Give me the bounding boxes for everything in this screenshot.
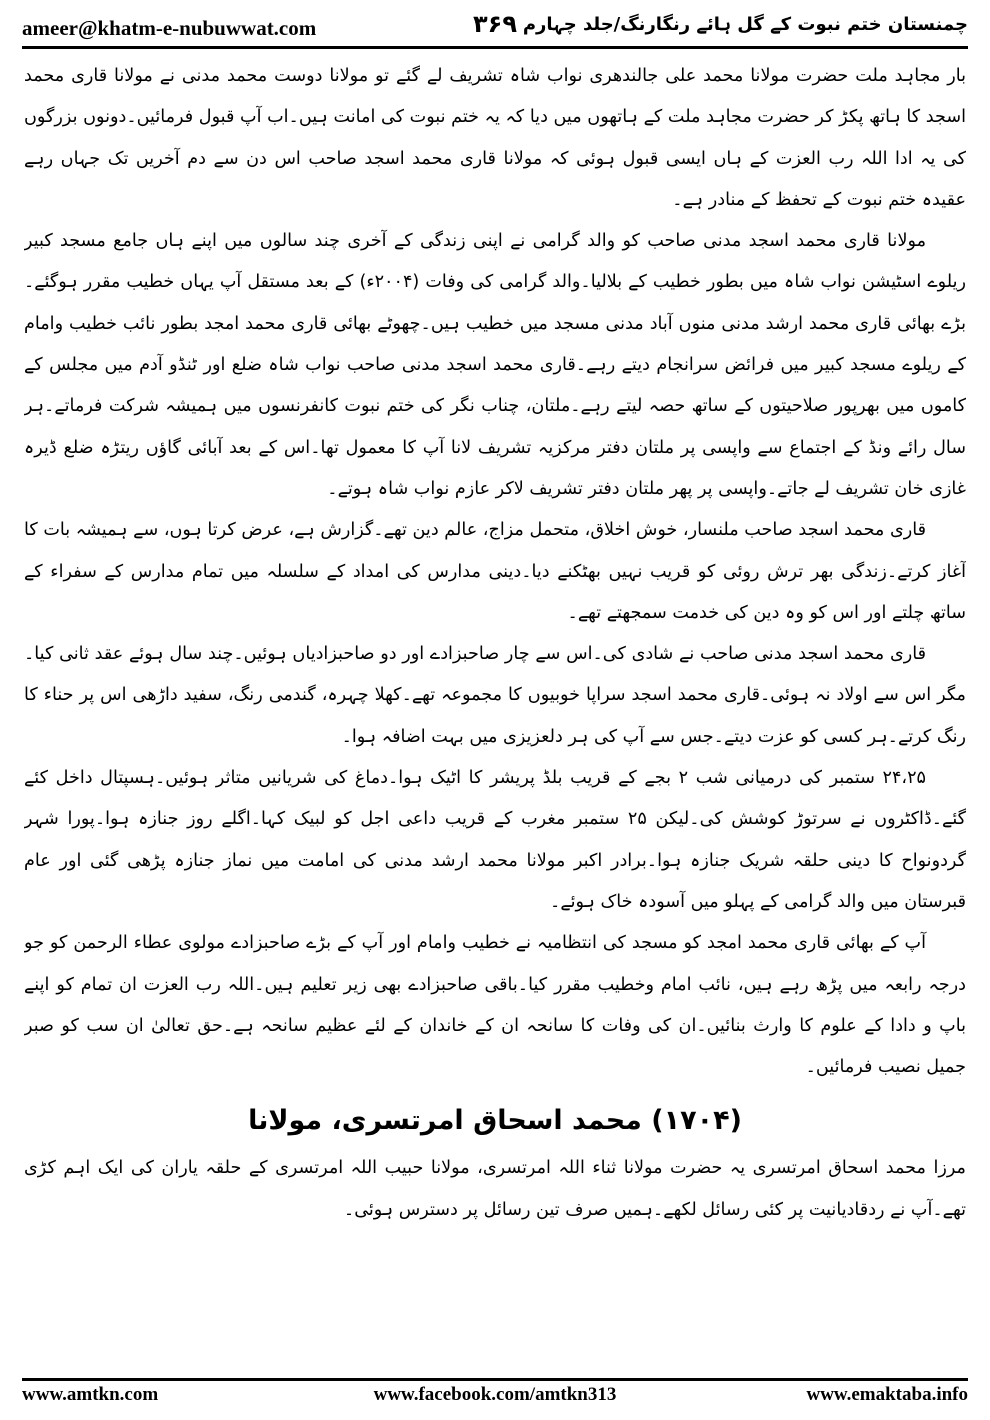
section-heading: (۱۷۰۴) محمد اسحاق امرتسری، مولانا [248,1105,742,1137]
page-number: ۳۶۹ [473,10,517,38]
footer-website-link[interactable]: www.amtkn.com [22,1384,159,1405]
paragraph-3: قاری محمد اسجد صاحب ملنسار، خوش اخلاق، متحمل مزاج، عالم دین تھے۔گزارش ہے، عرض کرتا ہوں، سے ہمیشہ بات کا آغاز کرتے۔زندگی بھر ترش روئی کو قریب نہیں بھٹکنے دیا۔دینی مدارس کی امداد کے سلسلہ میں تمام مدارس کے سفراء کے ساتھ چلتے اور اس کو وہ دین کی خدمت سمجھتے تھے۔ [24,520,966,623]
header-email: ameer@khatm-e-nubuwwat.com [22,16,317,40]
page-header [22,10,968,44]
page-body [24,56,966,1372]
page-footer [22,1384,968,1412]
section-paragraph-1: مرزا محمد اسحاق امرتسری یہ حضرت مولانا ثناء اللہ امرتسری، مولانا حبیب اللہ امرتسری کے حلقہ یاران کی ایک اہم کڑی تھے۔آپ نے ردقادیانیت پر کئی رسائل لکھے۔ہمیں صرف تین رسائل پر دسترس ہوئی۔ [24,1158,966,1220]
paragraph-2: مولانا قاری محمد اسجد مدنی صاحب کو والد گرامی نے اپنی زندگی کے آخری چند سالوں میں اپنے ہاں جامع مسجد کبیر ریلوے اسٹیشن نواب شاہ میں بطور خطیب کے بلالیا۔والد گرامی کی وفات (۲۰۰۴ء) کے بعد مستقل آپ یہاں خطیب مقرر ہوگئے۔بڑے بھائی قاری محمد ارشد مدنی منوں آباد مدنی مسجد میں خطیب ہیں۔چھوٹے بھائی قاری محمد امجد بطور نائب خطیب وامام کے ریلوے مسجد کبیر میں فرائض سرانجام دیتے رہے۔قاری محمد اسجد مدنی صاحب نواب شاہ ضلع اور ٹنڈو آدم میں مجلس کے کاموں میں بھرپور صلاحیتوں کے ساتھ حصہ لیتے رہے۔ملتان، چناب نگر کی ختم نبوت کانفرنسوں میں ہمیشہ شرکت فرماتے۔ہر سال رائے ونڈ کے اجتماع سے واپسی پر ملتان دفتر مرکزیہ تشریف لانا آپ کا معمول تھا۔اس کے بعد آبائی گاؤں ریتڑہ ضلع ڈیرہ غازی خان تشریف لے جاتے۔واپسی پر پھر ملتان دفتر تشریف لاکر عازم نواب شاہ ہوتے۔ [24,231,966,499]
footer-facebook-link[interactable]: www.facebook.com/amtkn313 [373,1384,617,1405]
paragraph-4: قاری محمد اسجد مدنی صاحب نے شادی کی۔اس سے چار صاحبزادے اور دو صاحبزادیاں ہوئیں۔چند سال ہوئے عقد ثانی کیا۔مگر اس سے اولاد نہ ہوئی۔قاری محمد اسجد سراپا خوبیوں کا مجموعہ تھے۔کھلا چہرہ، گندمی رنگ، سفید داڑھی اس پر حناء کا رنگ کرتے۔ہر کسی کو عزت دیتے۔جس سے آپ کی ہر دلعزیزی میں بہت اضافہ ہوا۔ [24,644,966,747]
footer-maktaba-link[interactable]: www.emaktaba.info [806,1384,968,1405]
header-divider [22,46,968,49]
footer-divider [22,1378,968,1381]
paragraph-5: ۲۴،۲۵ ستمبر کی درمیانی شب ۲ بجے کے قریب بلڈ پریشر کا اٹیک ہوا۔دماغ کی شریانیں متاثر ہوئیں۔ہسپتال داخل کئے گئے۔ڈاکٹروں نے سرتوڑ کوشش کی۔لیکن ۲۵ ستمبر مغرب کے قریب داعی اجل کو لبیک کہا۔اگلے روز جنازہ ہوا۔پورا شہر گردونواح کا دینی حلقہ شریک جنازہ ہوا۔برادر اکبر مولانا محمد ارشد مدنی کی امامت میں نماز جنازہ پڑھی گئی اور عام قبرستان میں والد گرامی کے پہلو میں آسودہ خاک ہوئے۔ [24,768,966,912]
paragraph-6: آپ کے بھائی قاری محمد امجد کو مسجد کی انتظامیہ نے خطیب وامام اور آپ کے بڑے صاحبزادے مولوی عطاء الرحمن کو جو درجہ رابعہ میں پڑھ رہے ہیں، نائب امام وخطیب مقرر کیا۔باقی صاحبزادے بھی زیر تعلیم ہیں۔اللہ رب العزت ان تمام کو اپنے باپ و دادا کے علوم کا وارث بنائیں۔ان کی وفات کا سانحہ ان کے خاندان کے لئے عظیم سانحہ ہے۔حق تعالیٰ ان سب کو صبر جمیل نصیب فرمائیں۔ [24,933,966,1078]
book-title: چمنستان ختم نبوت کے گل ہائے رنگارنگ/جلد چہارم [522,14,968,35]
paragraph-1: بار مجاہد ملت حضرت مولانا محمد علی جالندھری نواب شاہ تشریف لے گئے تو مولانا دوست محمد مدنی نے مولانا قاری محمد اسجد کا ہاتھ پکڑ کر حضرت مجاہد ملت کے ہاتھوں میں دیا کہ یہ ختم نبوت کی امانت ہیں۔اب آپ قبول فرمائیں۔دونوں بزرگوں کی یہ ادا اللہ رب العزت کے ہاں ایسی قبول ہوئی کہ مولانا قاری محمد اسجد صاحب اس دن سے دم آخریں تک جہاں رہے عقیدہ ختم نبوت کے تحفظ کے منادر ہے۔ [24,66,966,210]
